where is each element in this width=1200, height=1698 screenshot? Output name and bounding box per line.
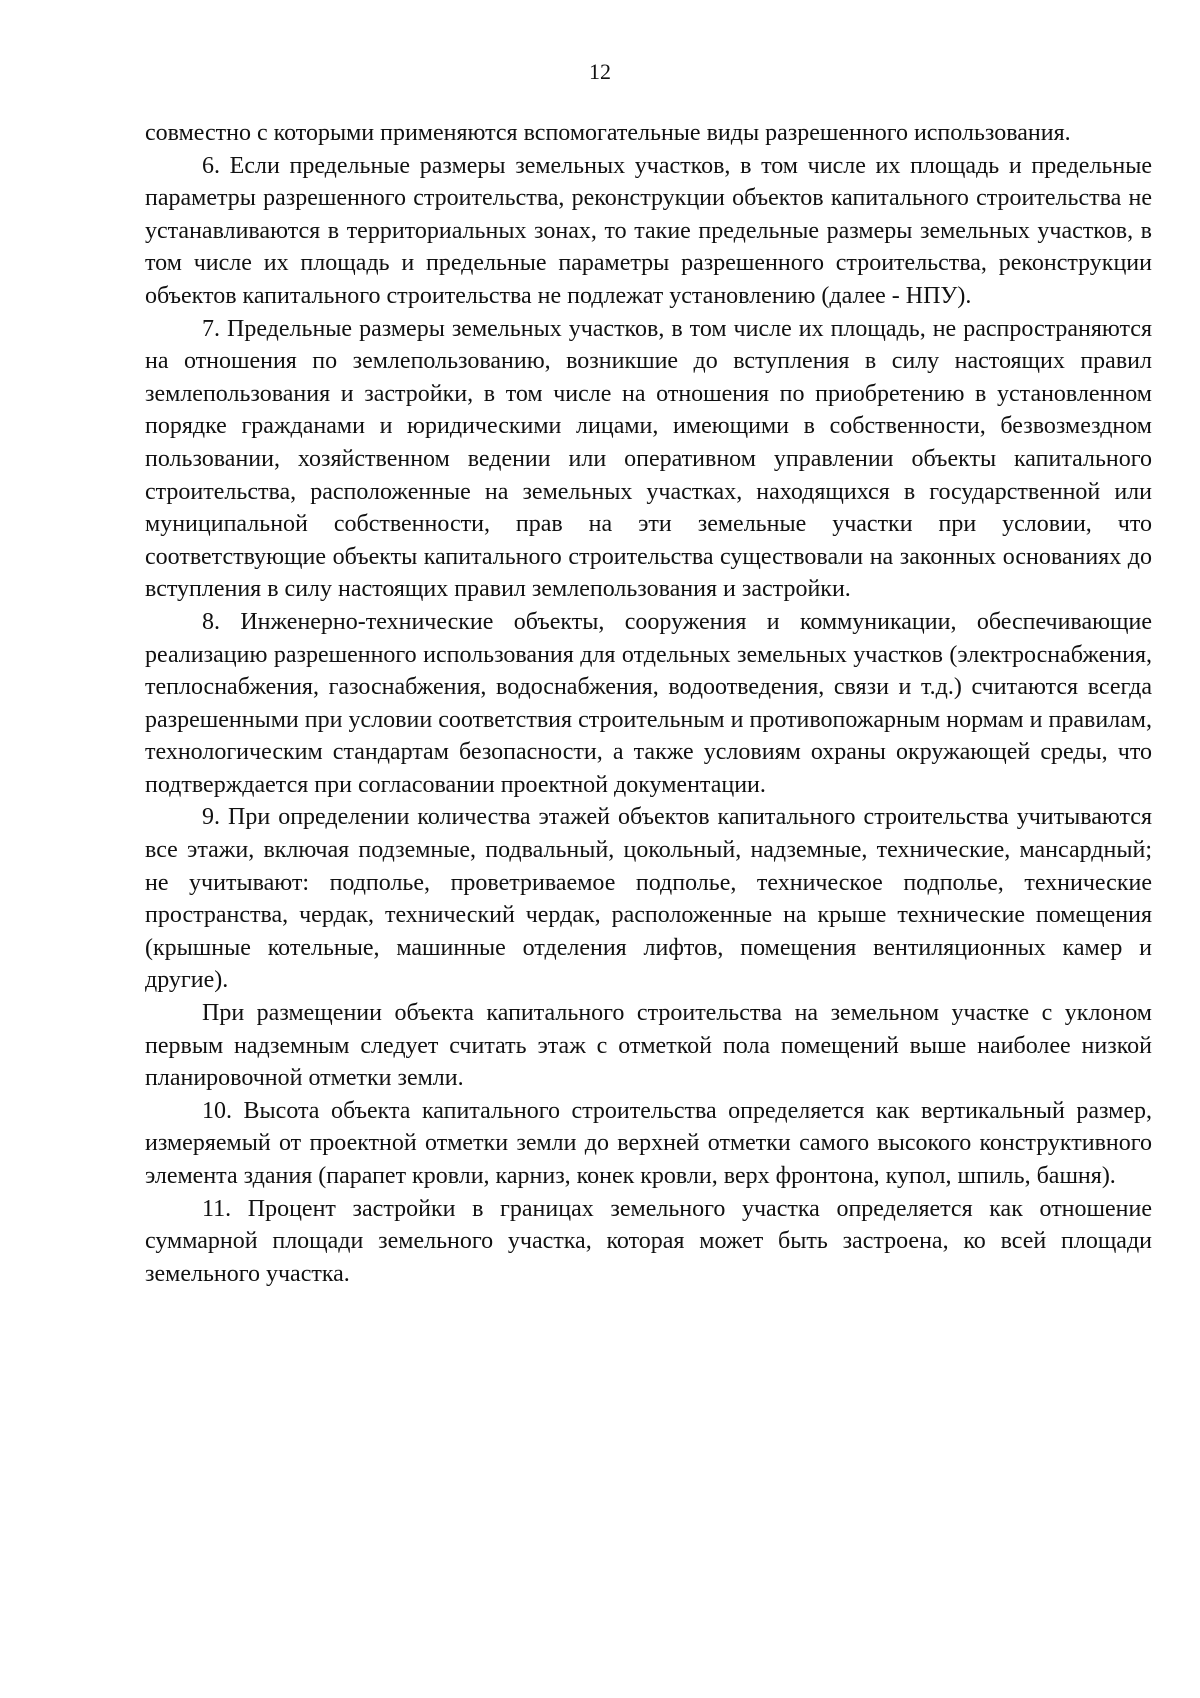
- page-number: 12: [589, 59, 611, 84]
- paragraph-item-11: 11. Процент застройки в границах земельного участка определяется как отношение суммарной площади земельного участка, которая может быть застроена, ко всей площади земельного участка.: [145, 1195, 1152, 1287]
- paragraph-item-6: 6. Если предельные размеры земельных участков, в том числе их площадь и предельные параметры разрешенного строительства, реконструкции объектов капитального строительства не устанавливаются в территориальных зонах, то такие предельные размеры земельных участков, в том числе их площадь и предельные параметры разрешенного строительства, реконструкции объектов капитального строительства не подлежат установлению (далее - НПУ).: [145, 152, 1152, 309]
- paragraph-item-7: 7. Предельные размеры земельных участков, в том числе их площадь, не распространяются на отношения по землепользованию, возникшие до вступления в силу настоящих правил землепользования и застройки, в том числе на отношения по приобретению в установленном порядке гражданами и юридическими лицами, имеющими в собственности, безвозмездном пользовании, хозяйственном ведении или оперативном управлении объекты капитального строительства, расположенные на земельных участках, находящихся в государственной или муниципальной собственности, прав на эти земельные участки при условии, что соответствующие объекты капитального строительства существовали на законных основаниях до вступления в силу настоящих правил землепользования и застройки.: [145, 315, 1152, 603]
- paragraph-item-9-slope: При размещении объекта капитального строительства на земельном участке с уклоном первым надземным следует считать этаж с отметкой пола помещений выше наиболее низкой планировочной отметки земли.: [145, 1000, 1152, 1092]
- document-body: [145, 117, 1152, 1290]
- paragraph-item-10: 10. Высота объекта капитального строительства определяется как вертикальный размер, измеряемый от проектной отметки земли до верхней отметки самого высокого конструктивного элемента здания (парапет кровли, карниз, конек кровли, верх фронтона, купол, шпиль, башня).: [145, 1097, 1152, 1189]
- paragraph-item-9: 9. При определении количества этажей объектов капитального строительства учитываются все этажи, включая подземные, подвальный, цокольный, надземные, технические, мансардный; не учитывают: подполье, проветриваемое подполье, техническое подполье, технические пространства, чердак, технический чердак, расположенные на крыше технические помещения (крышные котельные, машинные отделения лифтов, помещения вентиляционных камер и другие).: [145, 804, 1152, 994]
- paragraph-continuation: совместно с которыми применяются вспомогательные виды разрешенного использования.: [145, 120, 1071, 146]
- paragraph-item-8: 8. Инженерно-технические объекты, сооружения и коммуникации, обеспечивающие реализацию разрешенного использования для отдельных земельных участков (электроснабжения, теплоснабжения, газоснабжения, водоснабжения, водоотведения, связи и т.д.) считаются всегда разрешенными при условии соответствия строительным и противопожарным нормам и правилам, технологическим стандартам безопасности, а также условиям охраны окружающей среды, что подтверждается при согласовании проектной документации.: [145, 608, 1152, 798]
